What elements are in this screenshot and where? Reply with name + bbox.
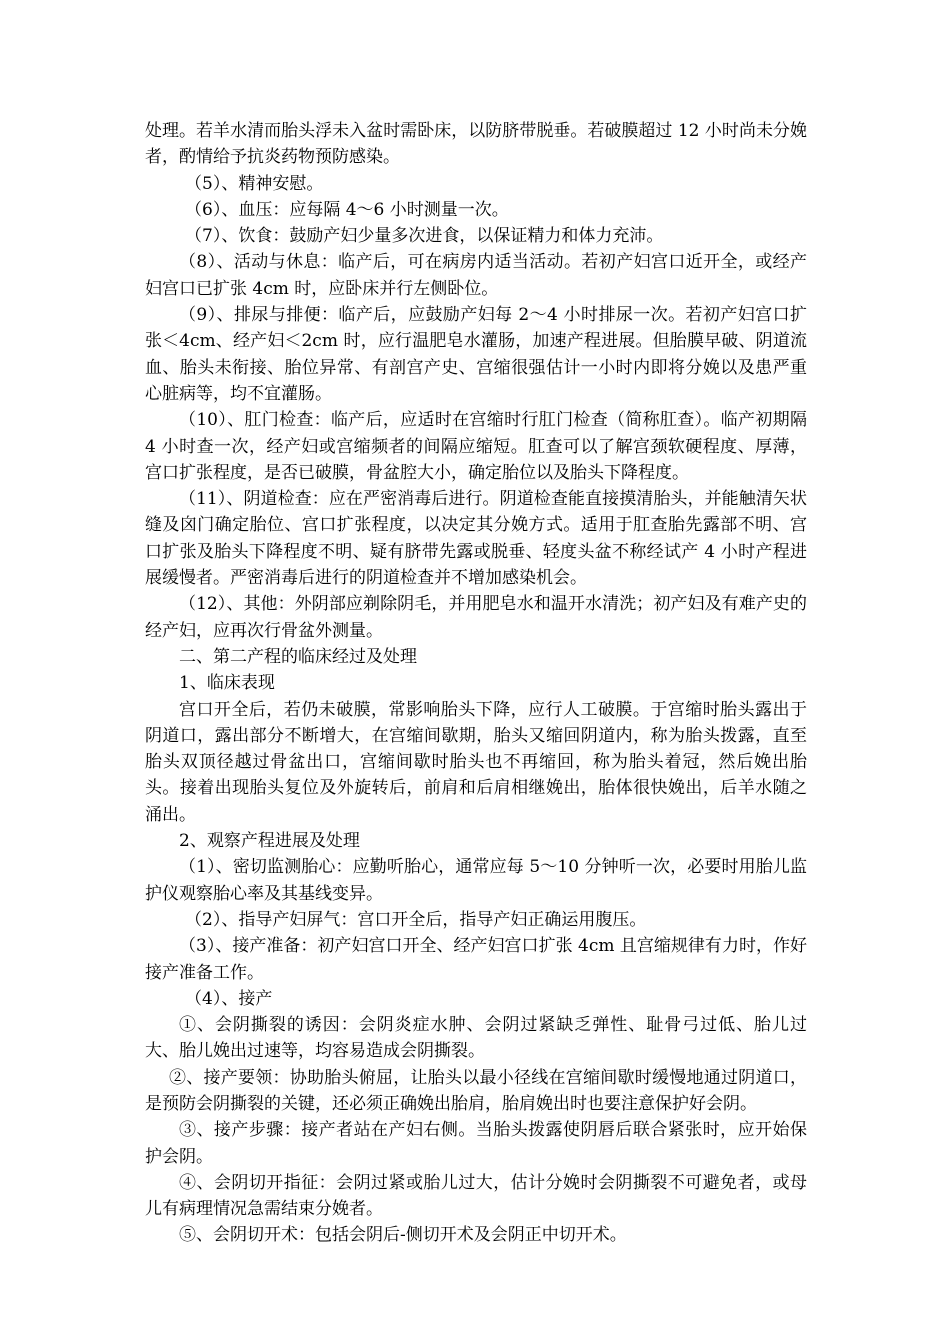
paragraph-item-6: （6）、血压：应每隔 4～6 小时测量一次。 (185, 199, 509, 220)
section-heading-second-stage: 二、第二产程的临床经过及处理 (179, 646, 417, 667)
paragraph-continuation: 处理。若羊水清而胎头浮未入盆时需卧床，以防脐带脱垂。若破膜超过 12 小时尚未分娩者，酌情给予抗炎药物预防感染。 (145, 121, 807, 168)
paragraph-circled-4: ④、会阴切开指征：会阴过紧或胎儿过大，估计分娩时会阴撕裂不可避免者，或母儿有病理情况急需结束分娩者。 (145, 1172, 807, 1220)
paragraph-item-10: （10）、肛门检查：临产后，应适时在宫缩时行肛门检查（简称肛查）。临产初期隔 4 小时查一次，经产妇或宫缩频者的间隔应缩短。肛查可以了解宫颈软硬程度、厚薄，宫口扩张程度，是否已破膜，骨盆腔大小，确定胎位以及胎头下降程度。 (145, 410, 807, 483)
paragraph-item-5: （5）、精神安慰。 (185, 173, 324, 194)
paragraph-item-9: （9）、排尿与排便：临产后，应鼓励产妇每 2～4 小时排尿一次。若初产妇宫口扩张＜4cm、经产妇＜2cm 时，应行温肥皂水灌肠，加速产程进展。但胎膜早破、阴道流血、胎头未衔接、胎位异常、有剖宫产史、宫缩很强估计一小时内即将分娩以及患严重心脏病等，均不宜灌肠。 (145, 305, 807, 404)
paragraph-circled-5: ⑤、会阴切开术：包括会阴后-侧切开术及会阴正中切开术。 (179, 1225, 627, 1246)
subheading-clinical-manifestations: 1、临床表现 (179, 673, 275, 694)
paragraph-clinical-manifestations: 宫口开全后，若仍未破膜，常影响胎头下降，应行人工破膜。于宫缩时胎头露出于阴道口，露出部分不断增大，在宫缩间歇期，胎头又缩回阴道内，称为胎头拨露，直至胎头双顶径越过骨盆出口，宫缩间歇时胎头也不再缩回，称为胎头着冠，然后娩出胎头。接着出现胎头复位及外旋转后，前肩和后肩相继娩出，胎体很快娩出，后羊水随之涌出。 (145, 699, 807, 825)
paragraph-circled-2: ②、接产要领：协助胎头俯屈，让胎头以最小径线在宫缩间歇时缓慢地通过阴道口，是预防会阴撕裂的关键，还必须正确娩出胎肩，胎肩娩出时也要注意保护好会阴。 (145, 1067, 807, 1114)
subheading-observe-progress: 2、观察产程进展及处理 (179, 831, 360, 852)
paragraph-item-8: （8）、活动与休息：临产后，可在病房内适当活动。若初产妇宫口近开全，或经产妇宫口已扩张 4cm 时，应卧床并行左侧卧位。 (145, 252, 807, 299)
paragraph-item-1-fetal-heart: （1）、密切监测胎心：应勤听胎心，通常应每 5～10 分钟听一次，必要时用胎儿监护仪观察胎心率及其基线变异。 (145, 857, 807, 904)
paragraph-item-4-delivery: （4）、接产 (185, 988, 273, 1009)
paragraph-item-3-preparation: （3）、接产准备：初产妇宫口开全、经产妇宫口扩张 4cm 且宫缩规律有力时，作好接产准备工作。 (145, 936, 807, 983)
document-body (145, 118, 807, 1249)
paragraph-item-12: （12）、其他：外阴部应剃除阴毛，并用肥皂水和温开水清洗；初产妇及有难产史的经产妇，应再次行骨盆外测量。 (145, 594, 807, 641)
paragraph-item-11: （11）、阴道检查：应在严密消毒后进行。阴道检查能直接摸清胎头，并能触清矢状缝及囟门确定胎位、宫口扩张程度，以决定其分娩方式。适用于肛查胎先露部不明、宫口扩张及胎头下降程度不明、疑有脐带先露或脱垂、轻度头盆不称经试产 4 小时产程进展缓慢者。严密消毒后进行的阴道检查并不增加感染机会。 (145, 489, 807, 589)
paragraph-circled-3: ③、接产步骤：接产者站在产妇右侧。当胎头拨露使阴唇后联合紧张时，应开始保护会阴。 (145, 1120, 807, 1167)
paragraph-item-7: （7）、饮食：鼓励产妇少量多次进食，以保证精力和体力充沛。 (185, 226, 664, 247)
paragraph-circled-1: ①、会阴撕裂的诱因：会阴炎症水肿、会阴过紧缺乏弹性、耻骨弓过低、胎儿过大、胎儿娩出过速等，均容易造成会阴撕裂。 (145, 1015, 807, 1062)
paragraph-item-2-breathing: （2）、指导产妇屏气：宫口开全后，指导产妇正确运用腹压。 (185, 909, 647, 930)
